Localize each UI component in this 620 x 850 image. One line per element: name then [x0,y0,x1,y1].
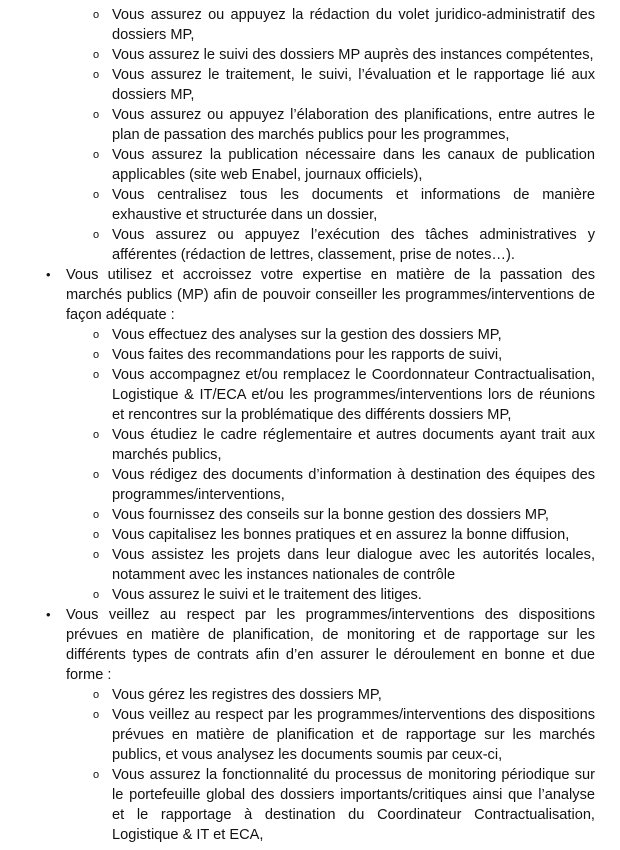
sub-list-item: o Vous accompagnez et/ou remplacez le Coordonnateur Contractualisation, Logistique & IT/ECA et/ou les programmes/interventions lors de réunions et rencontres sur la problématique des différents dossiers MP, [112,365,595,425]
circle-bullet-icon: o [92,469,100,481]
circle-bullet-icon: o [92,329,100,341]
sub-list-item: o Vous veillez au respect par les programmes/interventions des dispositions prévues en matière de planification et de rapportage sur les marchés publics, et vous analysez les documents soumis par ceux-ci, [112,705,595,765]
sub-list-item: o Vous gérez les registres des dossiers MP, [112,685,595,705]
sub-list-item: o Vous étudiez le cadre réglementaire et autres documents ayant trait aux marchés publics, [112,425,595,465]
filled-bullet-icon: • [46,267,51,282]
section-sub-list [66,325,595,605]
main-bullet-section [0,265,620,605]
sub-list-item: o Vous assurez le suivi des dossiers MP auprès des instances compétentes, [112,45,595,65]
sub-list-item: o Vous assurez ou appuyez l’élaboration des planifications, entre autres le plan de passation des marchés publics pour les programmes, [112,105,595,145]
sub-list-item: o Vous assurez le suivi et le traitement des litiges. [112,585,595,605]
circle-bullet-icon: o [92,49,100,61]
circle-bullet-icon: o [92,109,100,121]
circle-bullet-icon: o [92,369,100,381]
sub-list-item: o Vous effectuez des analyses sur la gestion des dossiers MP, [112,325,595,345]
sub-list-item: o Vous fournissez des conseils sur la bonne gestion des dossiers MP, [112,505,595,525]
sub-list-item: o Vous assurez ou appuyez la rédaction du volet juridico-administratif des dossiers MP, [112,5,595,45]
circle-bullet-icon: o [92,589,100,601]
sub-list-item: o Vous capitalisez les bonnes pratiques et en assurez la bonne diffusion, [112,525,595,545]
sub-list-item: o Vous centralisez tous les documents et informations de manière exhaustive et structurée dans un dossier, [112,185,595,225]
circle-bullet-icon: o [92,189,100,201]
circle-bullet-icon: o [92,509,100,521]
circle-bullet-icon: o [92,709,100,721]
sub-list-item: o Vous assurez ou appuyez l’exécution des tâches administratives y afférentes (rédaction de lettres, classement, prise de notes…). [112,225,595,265]
sub-list-item: o Vous assistez les projets dans leur dialogue avec les autorités locales, notamment avec les instances nationales de contrôle [112,545,595,585]
section-sub-list [66,685,595,845]
circle-bullet-icon: o [92,149,100,161]
filled-bullet-icon: • [46,607,51,622]
circle-bullet-icon: o [92,529,100,541]
circle-bullet-icon: o [92,429,100,441]
sub-list-item: o Vous assurez le traitement, le suivi, l’évaluation et le rapportage lié aux dossiers MP, [112,65,595,105]
circle-bullet-icon: o [92,689,100,701]
circle-bullet-icon: o [92,229,100,241]
sub-list-item: o Vous rédigez des documents d’information à destination des équipes des programmes/interventions, [112,465,595,505]
circle-bullet-icon: o [92,349,100,361]
circle-bullet-icon: o [92,769,100,781]
continued-sub-list [0,0,620,265]
sub-list-item: o Vous assurez la publication nécessaire dans les canaux de publication applicables (site web Enabel, journaux officiels), [112,145,595,185]
circle-bullet-icon: o [92,549,100,561]
section-intro-text: Vous utilisez et accroissez votre expertise en matière de la passation des marchés publics (MP) afin de pouvoir conseiller les programmes/interventions de façon adéquate : [66,267,595,323]
section-intro-text: Vous veillez au respect par les programmes/interventions des dispositions prévues en matière de planification, de monitoring et de rapportage sur les différents types de contrats afin d’en assurer le déroulement en bonne et due forme : [66,607,595,683]
circle-bullet-icon: o [92,9,100,21]
sub-list-item: o Vous assurez la fonctionnalité du processus de monitoring périodique sur le portefeuille global des dossiers importants/critiques ainsi que l’analyse et le rapportage à destination du Coordinateur Contractualisation, Logistique & IT et ECA, [112,765,595,845]
main-bullet-section [0,605,620,845]
circle-bullet-icon: o [92,69,100,81]
sub-list-item: o Vous faites des recommandations pour les rapports de suivi, [112,345,595,365]
